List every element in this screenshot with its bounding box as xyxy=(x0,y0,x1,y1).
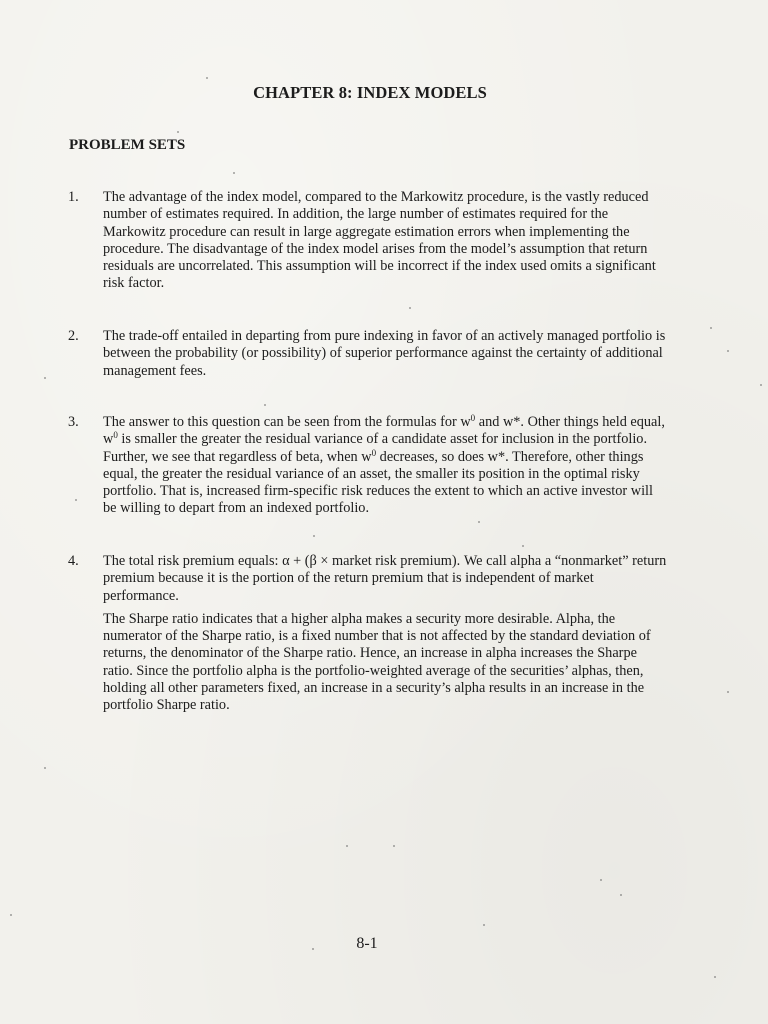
superscript: 0 xyxy=(470,413,476,423)
item-number: 2. xyxy=(68,328,79,344)
scan-speck xyxy=(346,845,348,847)
item-body xyxy=(103,189,668,293)
item-number: 3. xyxy=(68,414,79,430)
superscript: 0 xyxy=(113,430,118,441)
scan-speck xyxy=(264,404,266,406)
problem-item-2 xyxy=(68,328,668,380)
scan-speck xyxy=(177,131,179,133)
item-body xyxy=(103,553,668,715)
scan-speck xyxy=(483,924,485,926)
scan-speck xyxy=(522,545,524,547)
scan-speck xyxy=(760,384,762,386)
scan-speck xyxy=(10,914,12,916)
scan-speck xyxy=(710,327,712,329)
item-paragraph xyxy=(103,414,668,518)
scan-speck xyxy=(409,307,411,309)
text-run: and w*. Other things held equal, w xyxy=(103,414,665,448)
item-paragraph: The trade-off entailed in departing from pure indexing in favor of an actively managed portfolio is between the probability (or possibility) of superior performance against the certainty of additional management fees. xyxy=(103,328,666,379)
scan-speck xyxy=(313,535,315,537)
text-run: decreases, so does w*. Therefore, other things equal, the greater the residual variance of an asset, the smaller its position in the optimal risky portfolio. That is, increased firm-specific risk reduces the extent to which an active investor will be willing to depart from an indexed portfolio. xyxy=(103,448,653,517)
chapter-title: CHAPTER 8: INDEX MODELS xyxy=(253,83,487,102)
scan-speck xyxy=(478,521,480,523)
text-run: The answer to this question can be seen from the formulas for w xyxy=(103,414,471,430)
scan-speck xyxy=(233,172,235,174)
superscript: 0 xyxy=(371,447,377,458)
item-number: 1. xyxy=(68,189,79,205)
item-paragraph: The Sharpe ratio indicates that a higher alpha makes a security more desirable. Alpha, the numerator of the Sharpe ratio, is a fixed number that is not affected by the standard deviation of returns, the denominator of the Sharpe ratio. Hence, an increase in alpha increases the Sharpe ratio. Since the portfolio alpha is the portfolio-weighted average of the securities’ alphas, then, holding all other parameters fixed, an increase in a security’s alpha results in an increase in the portfolio Sharpe ratio. xyxy=(103,610,651,714)
item-body xyxy=(103,414,668,518)
item-paragraph: The total risk premium equals: α + (β × market risk premium). We call alpha a “nonmarket” return premium because it is the portion of the return premium that is independent of market performance. xyxy=(103,553,667,604)
problem-item-3 xyxy=(68,414,668,518)
scan-speck xyxy=(714,976,716,978)
problem-item-1 xyxy=(68,189,668,293)
item-body xyxy=(103,328,668,380)
scan-speck xyxy=(206,77,208,79)
scan-speck xyxy=(393,845,395,847)
section-heading: PROBLEM SETS xyxy=(69,137,186,153)
scan-speck xyxy=(727,350,729,352)
item-paragraph: The advantage of the index model, compared to the Markowitz procedure, is the vastly reduced number of estimates required. In addition, the large number of estimates required for the Markowitz procedure can result in large aggregate estimation errors when implementing the procedure. The disadvantage of the index model arises from the model’s assumption that return residuals are uncorrelated. This assumption will be incorrect if the index used omits a significant risk factor. xyxy=(103,189,656,292)
scan-speck xyxy=(620,894,622,896)
scan-speck xyxy=(312,948,314,950)
text-run: is smaller the greater the residual variance of a candidate asset for inclusion in the portfolio. Further, we see that regardless of beta, when w xyxy=(103,431,648,465)
problem-item-4 xyxy=(68,553,668,715)
item-number: 4. xyxy=(68,553,79,569)
scan-speck xyxy=(44,767,46,769)
scan-speck xyxy=(600,879,602,881)
scan-speck xyxy=(75,499,77,501)
scan-speck xyxy=(727,691,729,693)
page-number: 8-1 xyxy=(356,935,378,952)
scan-speck xyxy=(44,377,46,379)
